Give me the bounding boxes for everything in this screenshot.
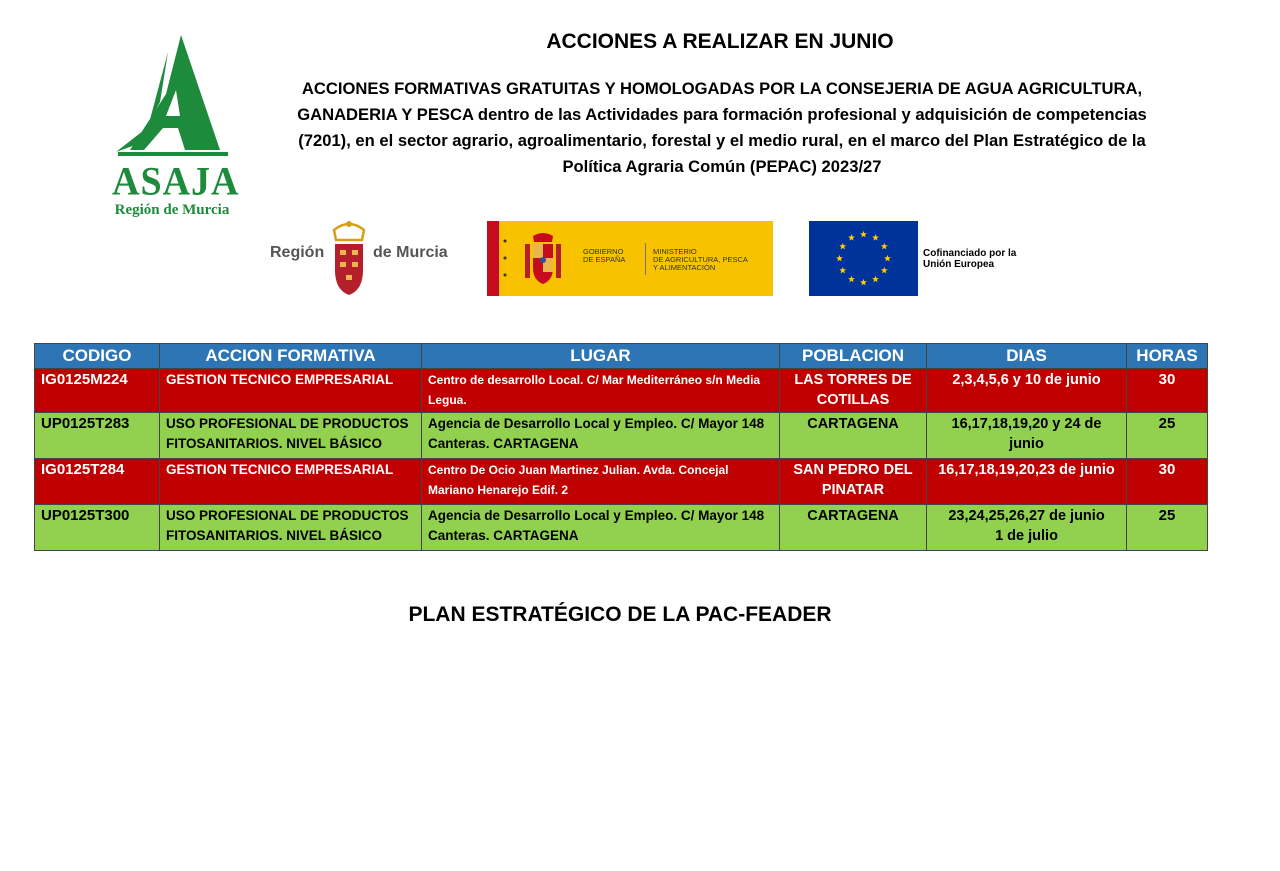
cell-hours: 25 (1127, 413, 1208, 459)
murcia-shield-icon (328, 220, 370, 296)
gobierno-text: GOBIERNO DE ESPAÑA (583, 247, 626, 264)
cell-place: Centro De Ocio Juan Martinez Julian. Avda. Concejal Mariano Henarejo Edif. 2 (422, 459, 780, 505)
cell-days: 16,17,18,19,20 y 24 de junio (927, 413, 1127, 459)
cell-code: IG0125T284 (35, 459, 160, 505)
cell-action: GESTION TECNICO EMPRESARIAL (160, 369, 422, 413)
cell-place: Centro de desarrollo Local. C/ Mar Mediterráneo s/n Media Legua. (422, 369, 780, 413)
courses-table (34, 343, 1208, 551)
cell-code: IG0125M224 (35, 369, 160, 413)
cell-place: Agencia de Desarrollo Local y Empleo. C/ Mayor 148 Canteras. CARTAGENA (422, 505, 780, 551)
cell-days-line: 23,24,25,26,27 de junio (948, 508, 1105, 524)
header-horas: HORAS (1127, 344, 1208, 369)
cell-hours: 25 (1127, 505, 1208, 551)
cell-population: CARTAGENA (780, 413, 927, 459)
eu-cofinanced-label: Cofinanciado por la Unión Europea (923, 248, 1017, 270)
footer-title: PLAN ESTRATÉGICO DE LA PAC-FEADER (408, 603, 832, 626)
table-header-row (35, 344, 1208, 369)
header-poblacion: POBLACION (780, 344, 927, 369)
page-title: ACCIONES A REALIZAR EN JUNIO (546, 30, 894, 53)
cell-action: USO PROFESIONAL DE PRODUCTOS FITOSANITARIOS. NIVEL BÁSICO (160, 413, 422, 459)
cell-days-line: 1 de julio (995, 528, 1058, 544)
cell-hours: 30 (1127, 369, 1208, 413)
cell-population: SAN PEDRO DEL PINATAR (780, 459, 927, 505)
cell-days: 16,17,18,19,20,23 de junio (927, 459, 1127, 505)
cell-days (927, 505, 1127, 551)
page-subtitle: ACCIONES FORMATIVAS GRATUITAS Y HOMOLOGADAS POR LA CONSEJERIA DE AGUA AGRICULTURA, GANADERIA Y PESCA dentro de las Actividades para formación profesional y adquisición de competencias (7201), en el sector agrario, agroalimentario, forestal y el medio rural, en el marco del Plan Estratégico de la Política Agraria Común (PEPAC) 2023/27 (297, 79, 1147, 176)
header-accion-formativa: ACCION FORMATIVA (160, 344, 422, 369)
cell-action: GESTION TECNICO EMPRESARIAL (160, 459, 422, 505)
cell-code: UP0125T300 (35, 505, 160, 551)
murcia-logo-text-right: de Murcia (373, 244, 448, 261)
table-row (35, 459, 1208, 505)
cell-action: USO PROFESIONAL DE PRODUCTOS FITOSANITARIOS. NIVEL BÁSICO (160, 505, 422, 551)
cell-code: UP0125T283 (35, 413, 160, 459)
spain-flag-icon (487, 221, 511, 296)
table-row (35, 369, 1208, 413)
cell-population: LAS TORRES DE COTILLAS (780, 369, 927, 413)
gobierno-espana-logo (487, 221, 773, 296)
murcia-logo-text-left: Región (270, 244, 325, 261)
gobierno-divider (645, 243, 646, 275)
header-codigo: CODIGO (35, 344, 160, 369)
spain-coat-of-arms-icon (523, 230, 563, 288)
ministerio-text: MINISTERIO DE AGRICULTURA, PESCA Y ALIMENTACIÓN (653, 247, 748, 272)
cell-days: 2,3,4,5,6 y 10 de junio (927, 369, 1127, 413)
asaja-region-label: Región de Murcia (114, 202, 230, 218)
cell-population: CARTAGENA (780, 505, 927, 551)
cell-place: Agencia de Desarrollo Local y Empleo. C/ Mayor 148 Canteras. CARTAGENA (422, 413, 780, 459)
header-lugar: LUGAR (422, 344, 780, 369)
header-dias: DIAS (927, 344, 1127, 369)
cell-hours: 30 (1127, 459, 1208, 505)
eu-flag-icon (809, 221, 918, 296)
asaja-wordmark: ASAJA (112, 159, 240, 205)
table-row (35, 505, 1208, 551)
table-row (35, 413, 1208, 459)
